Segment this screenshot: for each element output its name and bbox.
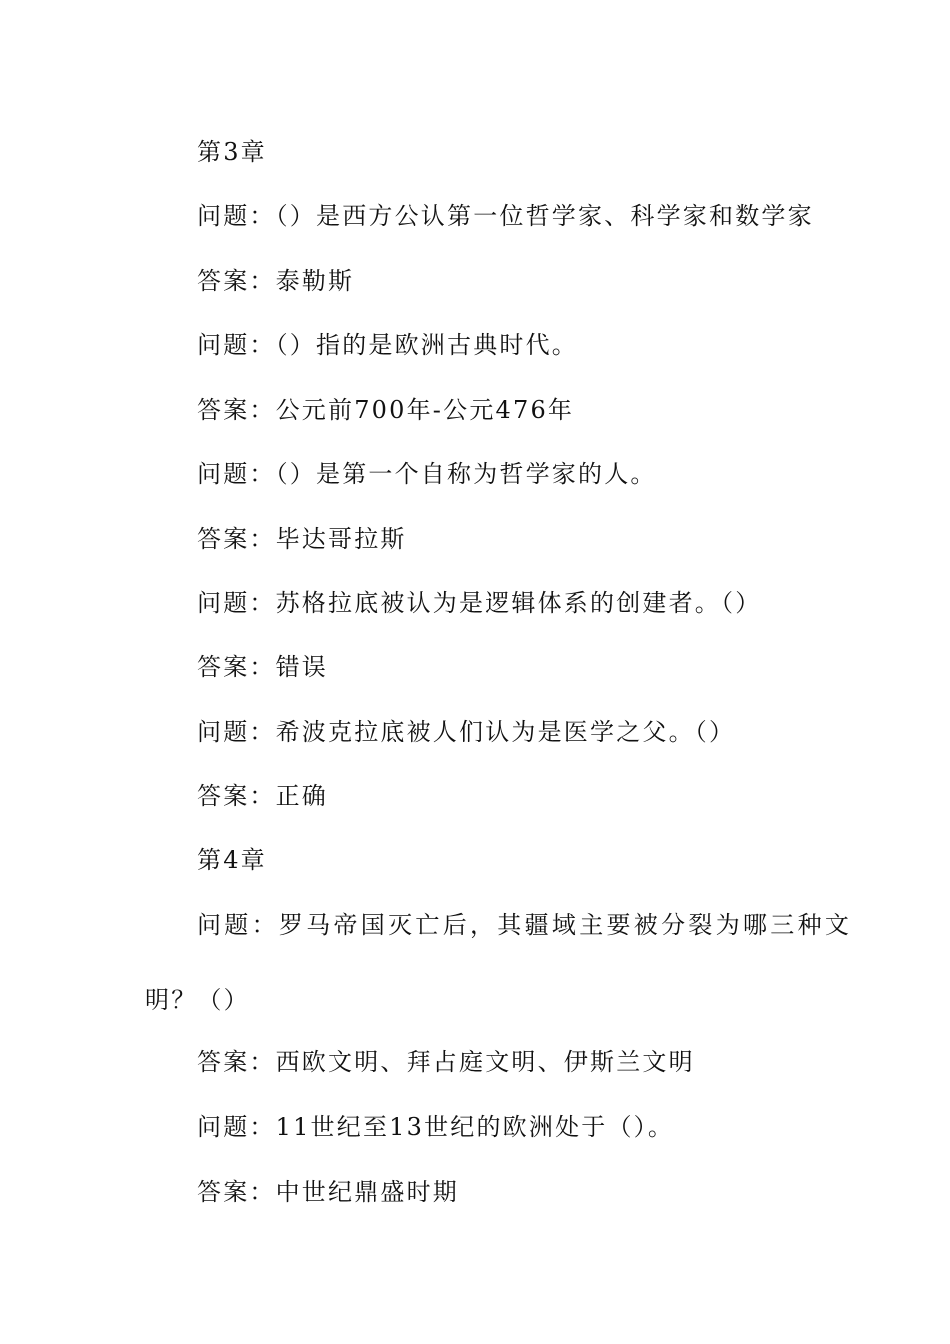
answer-line: 答案：西欧文明、拜占庭文明、伊斯兰文明 <box>197 1048 695 1076</box>
answer-line: 答案：中世纪鼎盛时期 <box>197 1178 459 1206</box>
question-line: 问题：希波克拉底被人们认为是医学之父。（） <box>197 718 736 746</box>
answer-line: 答案：公元前700年-公元476年 <box>197 396 575 424</box>
question-line: 问题：（）是第一个自称为哲学家的人。 <box>197 460 657 488</box>
answer-line: 答案：毕达哥拉斯 <box>197 525 407 553</box>
answer-line: 答案：泰勒斯 <box>197 267 355 295</box>
answer-line: 答案：正确 <box>197 782 328 810</box>
chapter-4-heading: 第4章 <box>197 846 267 874</box>
question-line: 问题：罗马帝国灭亡后，其疆域主要被分裂为哪三种文 <box>197 911 853 939</box>
chapter-3-heading: 第3章 <box>197 138 267 166</box>
question-line: 问题：（）指的是欧洲古典时代。 <box>197 331 578 359</box>
question-line: 问题：11世纪至13世纪的欧洲处于（）。 <box>197 1113 675 1141</box>
question-line: 问题：苏格拉底被认为是逻辑体系的创建者。（） <box>197 589 762 617</box>
question-line: 问题：（）是西方公认第一位哲学家、科学家和数学家 <box>197 202 814 230</box>
answer-line: 答案：错误 <box>197 653 328 681</box>
question-line-continuation: 明？（） <box>145 986 250 1014</box>
